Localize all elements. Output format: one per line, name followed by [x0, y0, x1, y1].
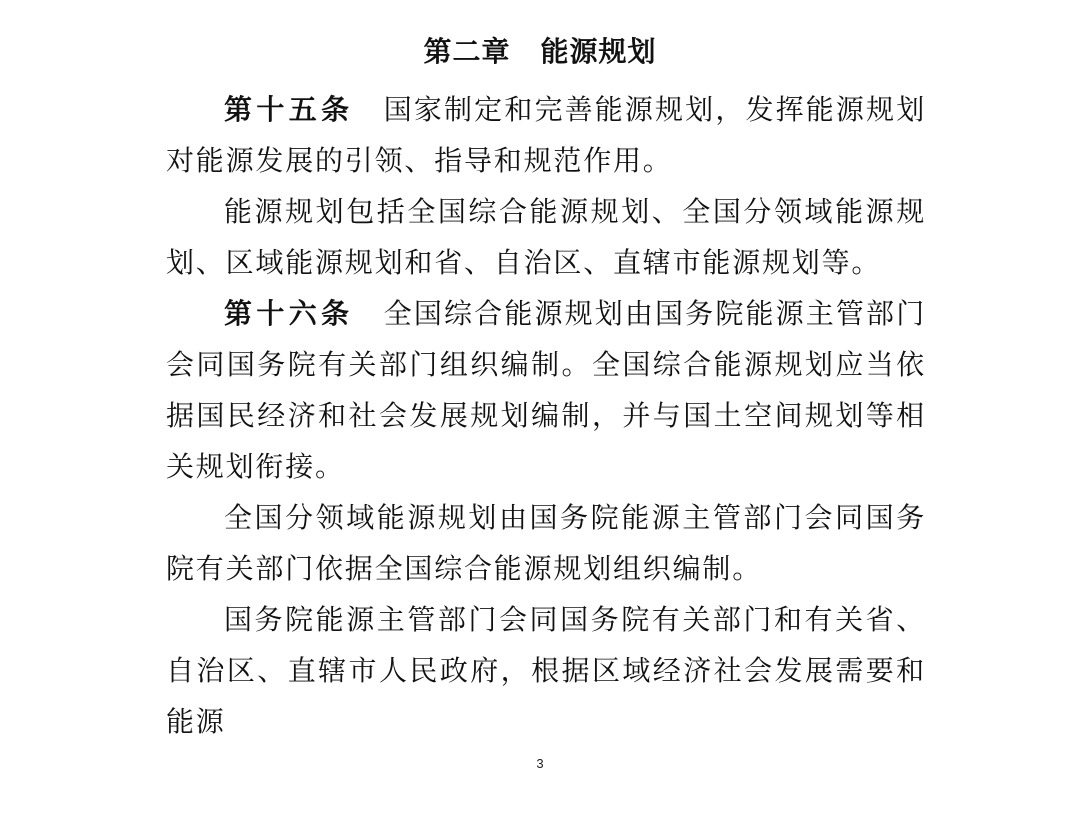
chapter-number: 第二章: [423, 35, 511, 68]
paragraph-text: 国务院能源主管部门会同国务院有关部门和有关省、自治区、直辖市人民政府，根据区域经济社会发展需要和能源: [166, 603, 926, 738]
article-number: 第十六条: [224, 297, 354, 330]
article-15-paragraph-2: [166, 186, 926, 288]
article-16-paragraph-3: [166, 594, 926, 747]
paragraph-text: 全国综合能源规划由国务院能源主管部门会同国务院有关部门组织编制。全国综合能源规划应当依据国民经济和社会发展规划编制，并与国土空间规划等相关规划衔接。: [166, 297, 926, 483]
article-16-paragraph-2: [166, 492, 926, 594]
paragraph-text: 全国分领域能源规划由国务院能源主管部门会同国务院有关部门依据全国综合能源规划组织编制。: [166, 501, 926, 585]
paragraph-text: 国家制定和完善能源规划，发挥能源规划对能源发展的引领、指导和规范作用。: [166, 93, 926, 177]
article-15-paragraph-1: [166, 84, 926, 186]
paragraph-text: 能源规划包括全国综合能源规划、全国分领域能源规划、区域能源规划和省、自治区、直辖市能源规划等。: [166, 195, 926, 279]
page-number: 3: [536, 756, 544, 771]
chapter-title: [0, 32, 1080, 72]
article-number: 第十五条: [224, 93, 354, 126]
chapter-name: 能源规划: [540, 35, 657, 68]
document-body: [166, 84, 926, 747]
article-16-paragraph-1: [166, 288, 926, 492]
